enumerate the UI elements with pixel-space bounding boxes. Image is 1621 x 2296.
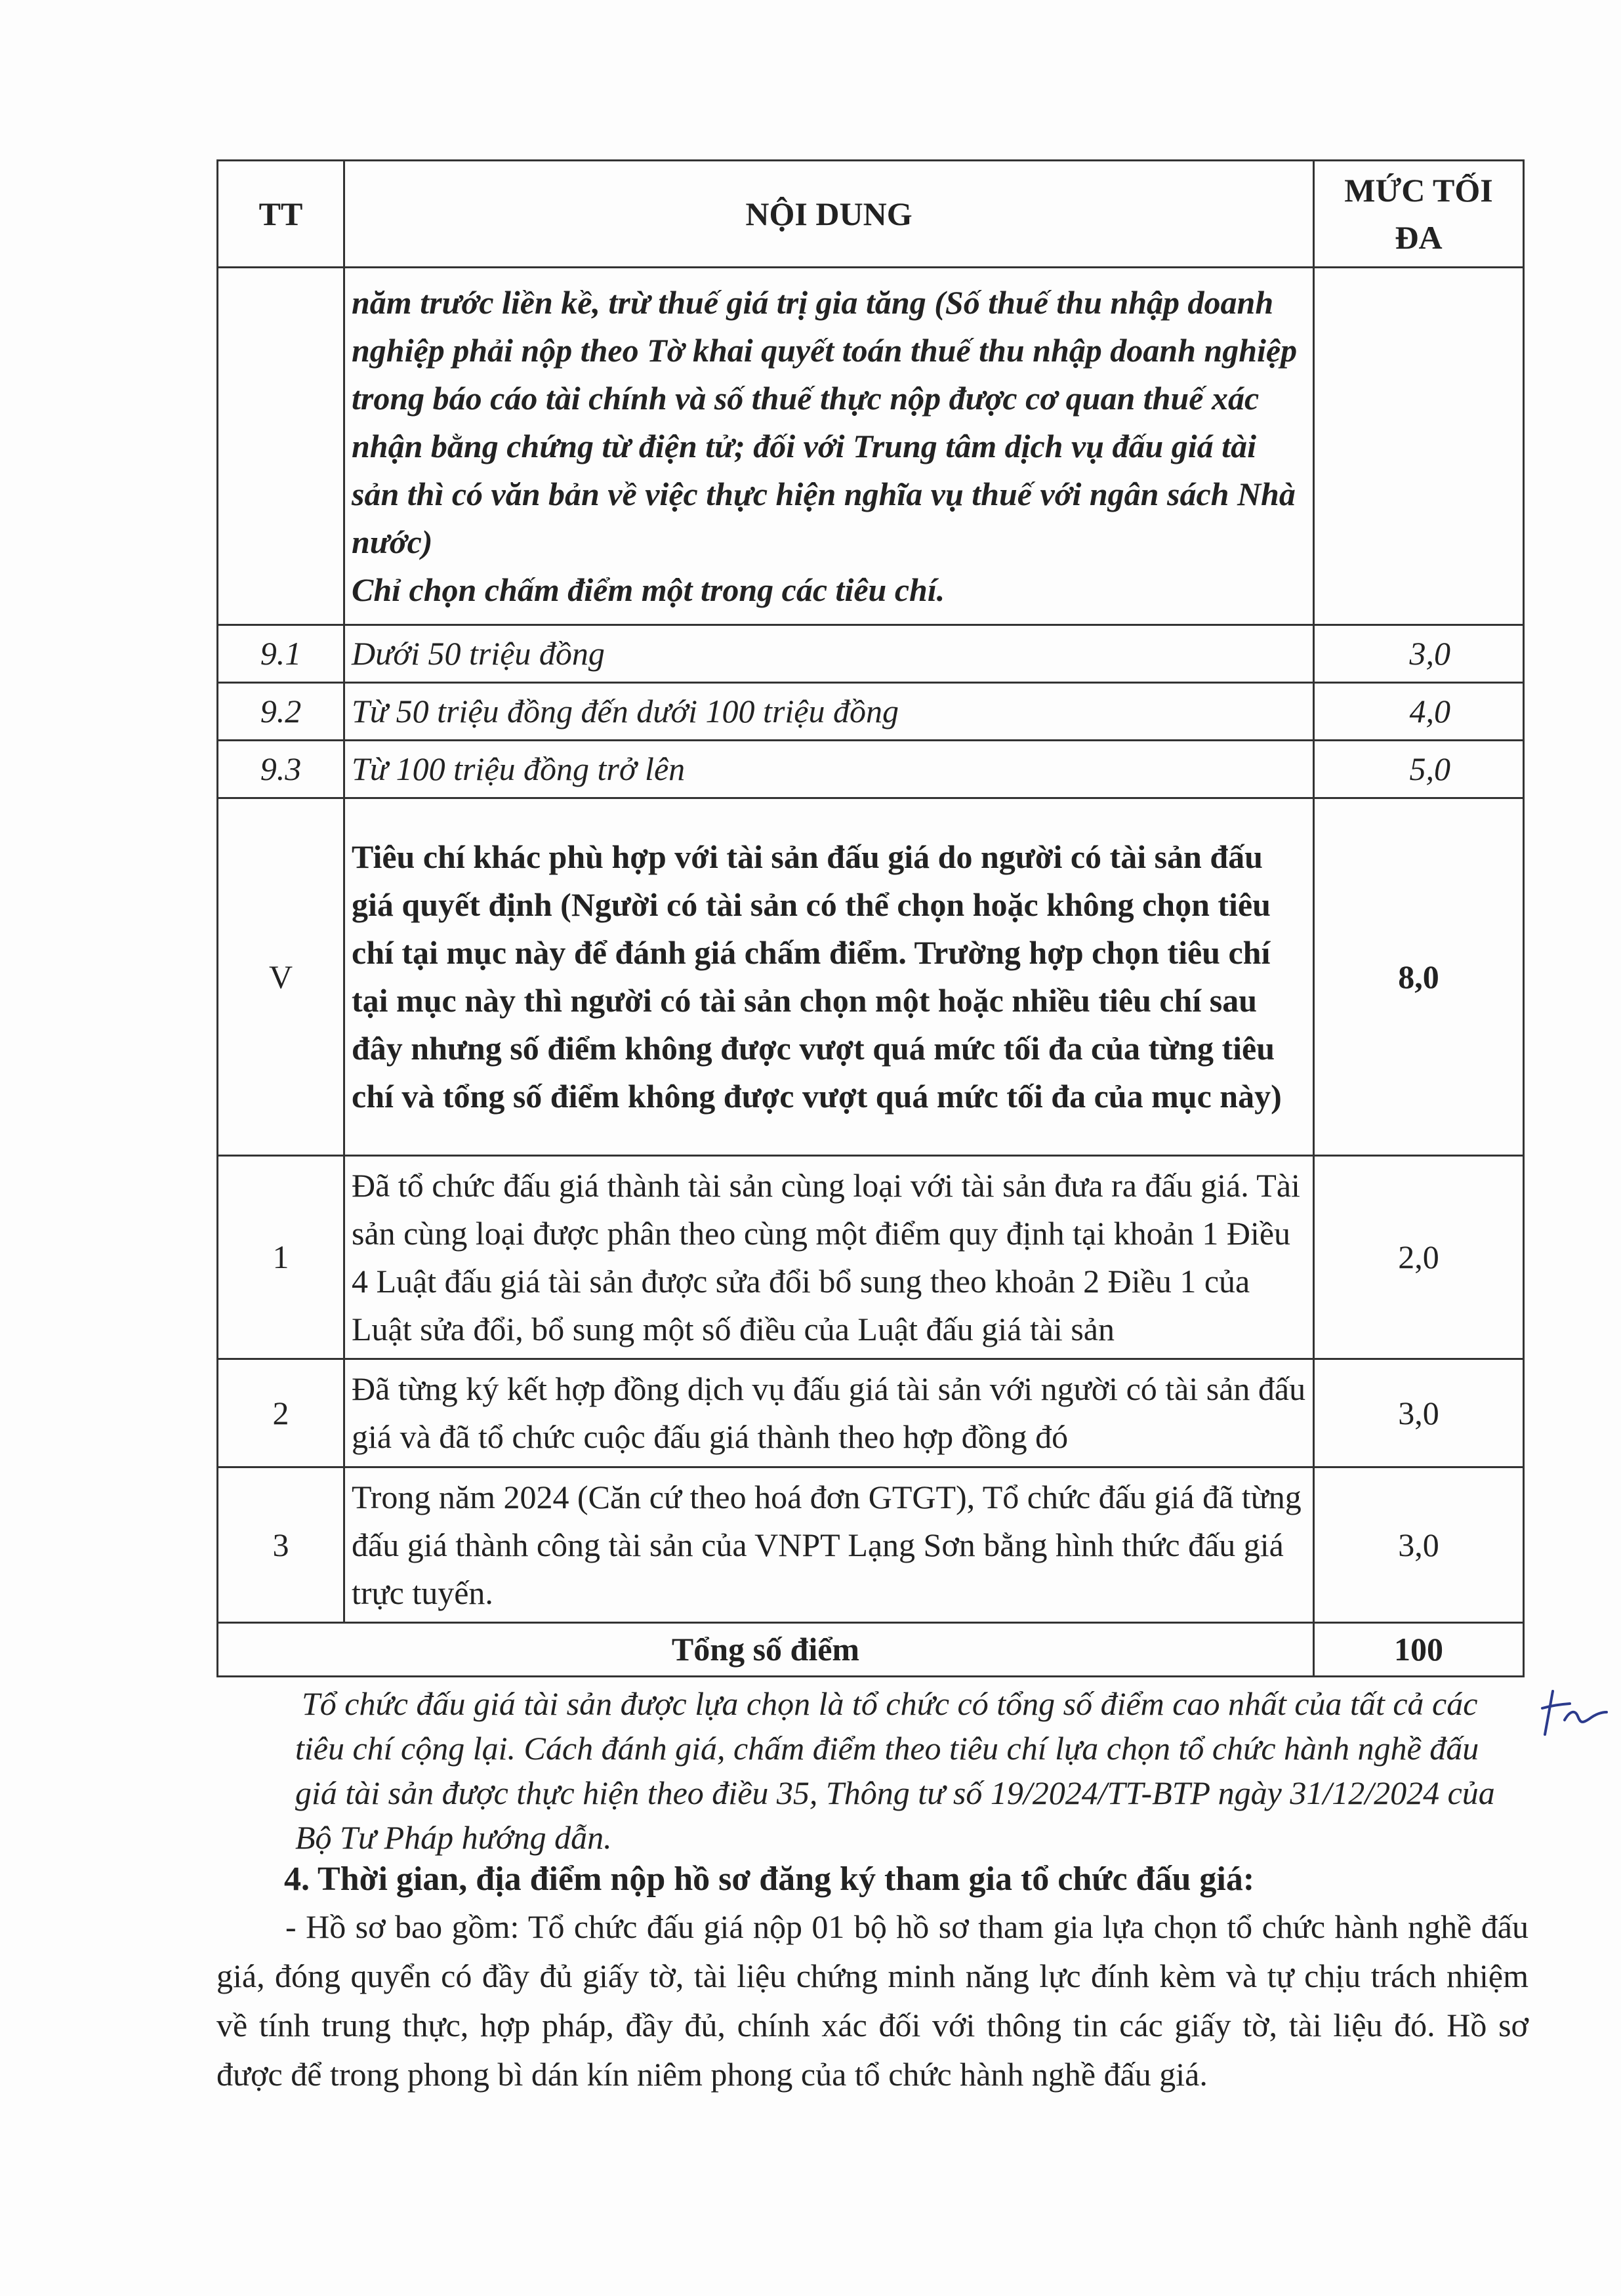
total-row <box>218 1623 1524 1677</box>
table-row <box>218 268 1524 625</box>
row-tt <box>218 268 344 625</box>
row-tt: 3 <box>218 1467 344 1623</box>
row-max: 2,0 <box>1314 1156 1524 1359</box>
row-content: Tiêu chí khác phù hợp với tài sản đấu giá do người có tài sản đấu giá quyết định (Người có tài sản có thể chọn hoặc không chọn tiêu chí tại mục này để đánh giá chấm điểm. Trường hợp chọn tiêu chí tại mục này thì người có tài sản chọn một hoặc nhiều tiêu chí sau đây nhưng số điểm không được vượt quá mức tối đa của từng tiêu chí và tổng số điểm không được vượt quá mức tối đa của mục này) <box>344 798 1314 1156</box>
total-label: Tổng số điểm <box>218 1623 1314 1677</box>
table-row <box>218 1156 1524 1359</box>
row-content: Dưới 50 triệu đồng <box>344 625 1314 683</box>
row-max: 4,0 <box>1314 683 1524 741</box>
row-max: 3,0 <box>1314 625 1524 683</box>
row-tt: 1 <box>218 1156 344 1359</box>
table-row <box>218 798 1524 1156</box>
row-tt: 9.3 <box>218 741 344 798</box>
row-max: 5,0 <box>1314 741 1524 798</box>
table-row <box>218 1359 1524 1467</box>
table-row <box>218 741 1524 798</box>
header-max: MỨC TỐI ĐA <box>1314 161 1524 268</box>
row-content: Đã tổ chức đấu giá thành tài sản cùng loại với tài sản đưa ra đấu giá. Tài sản cùng loại được phân theo cùng một điểm quy định tại khoản 1 Điều 4 Luật đấu giá tài sản được sửa đổi bổ sung theo khoản 2 Điều 1 của Luật sửa đổi, bổ sung một số điều của Luật đấu giá tài sản <box>344 1156 1314 1359</box>
table-row <box>218 683 1524 741</box>
row-max: 8,0 <box>1314 798 1524 1156</box>
header-content: NỘI DUNG <box>344 161 1314 268</box>
section-4-paragraph: - Hồ sơ bao gồm: Tổ chức đấu giá nộp 01 bộ hồ sơ tham gia lựa chọn tổ chức hành nghề đấu giá, đóng quyển có đầy đủ giấy tờ, tài liệu chứng minh năng lực đính kèm và tự chịu trách nhiệm về tính trung thực, hợp pháp, đầy đủ, chính xác đối với thông tin các giấy tờ, tài liệu đó. Hồ sơ được để trong phong bì dán kín niêm phong của tổ chức hành nghề đấu giá. <box>216 1908 1529 2093</box>
row-max: 3,0 <box>1314 1467 1524 1623</box>
row-max <box>1314 268 1524 625</box>
row-tt: 2 <box>218 1359 344 1467</box>
section-4-heading: 4. Thời gian, địa điểm nộp hồ sơ đăng ký tham gia tổ chức đấu giá: <box>284 1860 1255 1898</box>
table-row <box>218 1467 1524 1623</box>
scoring-table <box>216 159 1525 1677</box>
row-tt: V <box>218 798 344 1156</box>
row-content: Từ 50 triệu đồng đến dưới 100 triệu đồng <box>344 683 1314 741</box>
header-tt: TT <box>218 161 344 268</box>
row-content: năm trước liền kề, trừ thuế giá trị gia tăng (Số thuế thu nhập doanh nghiệp phải nộp theo Tờ khai quyết toán thuế thu nhập doanh nghiệp trong báo cáo tài chính và số thuế thực nộp được cơ quan thuế xác nhận bằng chứng từ điện tử; đối với Trung tâm dịch vụ đấu giá tài sản thì có văn bản về việc thực hiện nghĩa vụ thuế với ngân sách Nhà nước) Chỉ chọn chấm điểm một trong các tiêu chí. <box>344 268 1314 625</box>
table-header-row <box>218 161 1524 268</box>
evaluation-note: Tổ chức đấu giá tài sản được lựa chọn là tổ chức có tổng số điểm cao nhất của tất cả các tiêu chí cộng lại. Cách đánh giá, chấm điểm theo tiêu chí lựa chọn tổ chức hành nghề đấu giá tài sản được thực hiện theo điều 35, Thông tư số 19/2024/TT-BTP ngày 31/12/2024 của Bộ Tư Pháp hướng dẫn. <box>295 1685 1495 1856</box>
handwritten-initials <box>1538 1686 1611 1738</box>
table-row <box>218 625 1524 683</box>
row-tt: 9.1 <box>218 625 344 683</box>
row-content: Đã từng ký kết hợp đồng dịch vụ đấu giá tài sản với người có tài sản đấu giá và đã tổ chức cuộc đấu giá thành theo hợp đồng đó <box>344 1359 1314 1467</box>
row-tt: 9.2 <box>218 683 344 741</box>
row-content: Trong năm 2024 (Căn cứ theo hoá đơn GTGT), Tổ chức đấu giá đã từng đấu giá thành công tài sản của VNPT Lạng Sơn bằng hình thức đấu giá trực tuyến. <box>344 1467 1314 1623</box>
row-max: 3,0 <box>1314 1359 1524 1467</box>
total-value: 100 <box>1314 1623 1524 1677</box>
row-content: Từ 100 triệu đồng trở lên <box>344 741 1314 798</box>
